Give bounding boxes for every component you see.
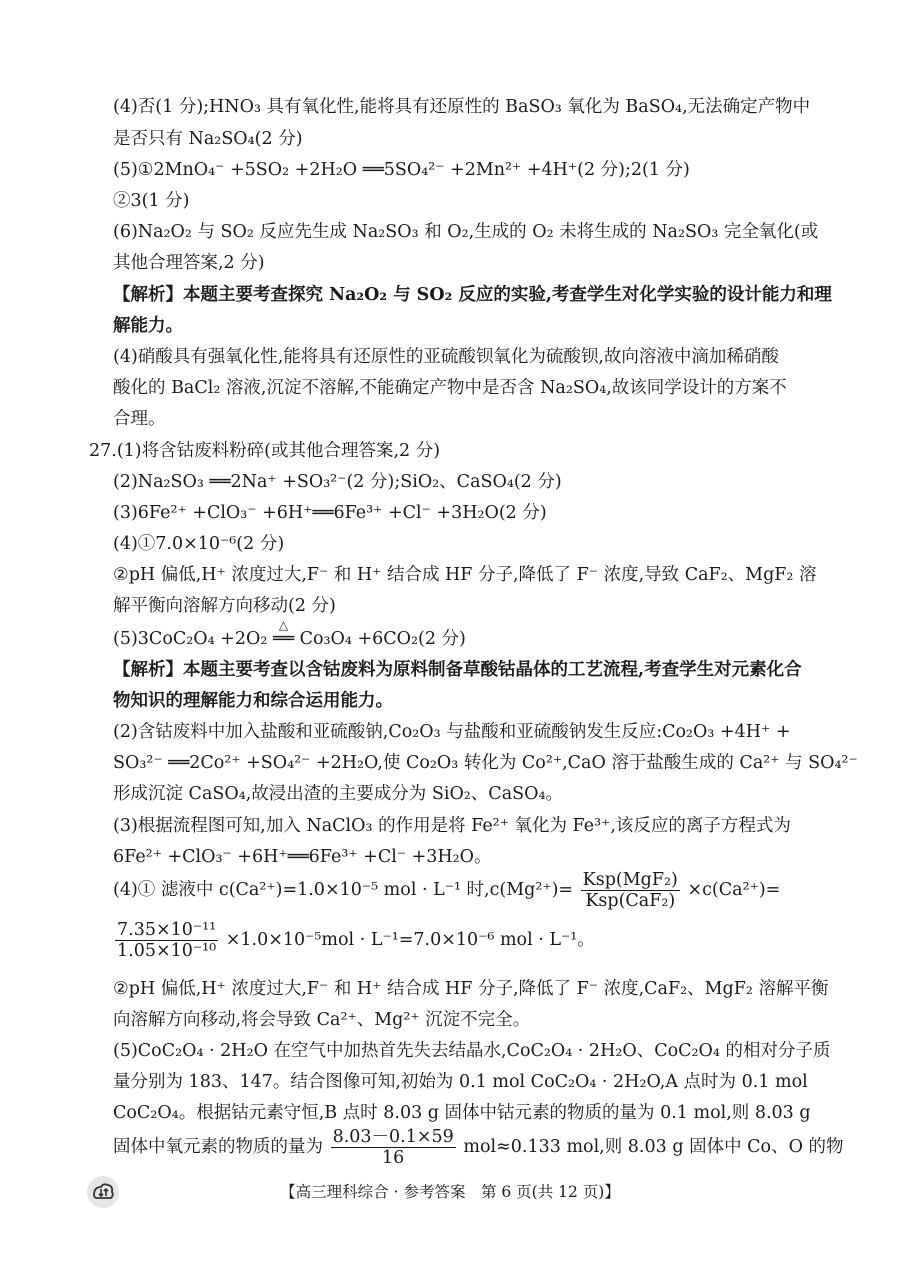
text-line: CoC₂O₄。根据钴元素守恒,B 点时 8.03 g 固体中钴元素的物质的量为 0.1 mol,则 8.03 g	[113, 1103, 811, 1123]
formula-line	[113, 870, 780, 911]
formula-line	[113, 1127, 844, 1168]
ksp-fraction	[581, 870, 680, 911]
analysis-heading: 【解析】本题主要考查以含钴废料为原料制备草酸钴晶体的工艺流程,考查学生对元素化合	[113, 660, 802, 680]
text-line: ②pH 偏低,H⁺ 浓度过大,F⁻ 和 H⁺ 结合成 HF 分子,降低了 F⁻ 浓度,导致 CaF₂、MgF₂ 溶	[113, 565, 817, 585]
formula-text: ×1.0×10⁻⁵mol · L⁻¹=7.0×10⁻⁶ mol · L⁻¹。	[225, 930, 595, 950]
fraction-numerator: 7.35×10⁻¹¹	[117, 920, 217, 940]
text-line: (3)6Fe²⁺ +ClO₃⁻ +6H⁺══6Fe³⁺ +Cl⁻ +3H₂O(2 分)	[113, 503, 547, 523]
text-line: (5)①2MnO₄⁻ +5SO₂ +2H₂O ══5SO₄²⁻ +2Mn²⁺ +4H⁺(2 分);2(1 分)	[113, 160, 690, 180]
fraction-numerator: 8.03－0.1×59	[332, 1127, 454, 1147]
text-line: 解平衡向溶解方向移动(2 分)	[113, 596, 336, 616]
text-line: 向溶解方向移动,将会导致 Ca²⁺、Mg²⁺ 沉淀不完全。	[113, 1010, 531, 1030]
text-line: 量分别为 183、147。结合图像可知,初始为 0.1 mol CoC₂O₄ · 2H₂O,A 点时为 0.1 mol	[113, 1072, 808, 1092]
text-line: 物知识的理解能力和综合运用能力。	[113, 691, 393, 711]
heat-symbol: △	[278, 618, 289, 632]
equation-line	[113, 618, 466, 650]
text-line: (3)根据流程图可知,加入 NaClO₃ 的作用是将 Fe²⁺ 氧化为 Fe³⁺,该反应的离子方程式为	[113, 816, 791, 836]
text-line: (4)①7.0×10⁻⁶(2 分)	[113, 534, 285, 554]
text-line: 合理。	[113, 409, 166, 429]
text-line: (5)CoC₂O₄ · 2H₂O 在空气中加热首先失去结晶水,CoC₂O₄ · 2H₂O、CoC₂O₄ 的相对分子质	[113, 1041, 831, 1061]
equation-right: Co₃O₄ +6CO₂(2 分)	[299, 629, 466, 649]
text-line: ②pH 偏低,H⁺ 浓度过大,F⁻ 和 H⁺ 结合成 HF 分子,降低了 F⁻ 浓度,CaF₂、MgF₂ 溶解平衡	[113, 979, 829, 999]
text-line: 解能力。	[113, 316, 183, 336]
equation-left: (5)3CoC₂O₄ +2O₂	[113, 629, 268, 649]
text-line: 6Fe²⁺ +ClO₃⁻ +6H⁺══6Fe³⁺ +Cl⁻ +3H₂O。	[113, 847, 492, 867]
page-footer: 【高三理科综合 · 参考答案 第 6 页(共 12 页)】	[280, 1183, 620, 1201]
fraction-numerator: Ksp(MgF₂)	[582, 870, 678, 890]
question-27-start: 27.(1)将含钴废料粉碎(或其他合理答案,2 分)	[89, 441, 441, 461]
text-line: 其他合理答案,2 分)	[113, 253, 265, 273]
value-fraction	[115, 920, 218, 961]
text-line: 是否只有 Na₂SO₄(2 分)	[113, 129, 303, 149]
fraction-denominator: 1.05×10⁻¹⁰	[117, 941, 217, 961]
formula-line	[113, 920, 595, 961]
fraction-denominator: Ksp(CaF₂)	[585, 891, 676, 911]
text-line: 酸化的 BaCl₂ 溶液,沉淀不溶解,不能确定产物中是否含 Na₂SO₄,故该同学设计的方案不	[113, 378, 787, 398]
text-line: (4)硝酸具有强氧化性,能将具有还原性的亚硫酸钡氧化为硫酸钡,故向溶液中滴加稀硝酸	[113, 347, 779, 367]
text-line: (6)Na₂O₂ 与 SO₂ 反应先生成 Na₂SO₃ 和 O₂,生成的 O₂ 未将生成的 Na₂SO₃ 完全氧化(或	[113, 222, 819, 242]
text-line: ②3(1 分)	[113, 191, 190, 211]
heat-arrow	[272, 618, 294, 650]
formula-text: 固体中氧元素的物质的量为	[113, 1137, 323, 1157]
text-line: (2)含钴废料中加入盐酸和亚硫酸钠,Co₂O₃ 与盐酸和亚硫酸钠发生反应:Co₂O₃ +4H⁺ +	[113, 722, 791, 742]
oxygen-fraction	[331, 1127, 456, 1168]
text-line: SO₃²⁻ ══2Co²⁺ +SO₄²⁻ +2H₂O,使 Co₂O₃ 转化为 Co²⁺,CaO 溶于盐酸生成的 Ca²⁺ 与 SO₄²⁻	[113, 753, 858, 773]
equals-sign: ══	[272, 629, 294, 649]
formula-text: ×c(Ca²⁺)=	[687, 880, 781, 900]
text-line: (4)否(1 分);HNO₃ 具有氧化性,能将具有还原性的 BaSO₃ 氧化为 BaSO₄,无法确定产物中	[113, 97, 811, 117]
analysis-heading: 【解析】本题主要考查探究 Na₂O₂ 与 SO₂ 反应的实验,考查学生对化学实验的设计能力和理	[113, 285, 832, 305]
fraction-denominator: 16	[382, 1148, 405, 1168]
text-line: 形成沉淀 CaSO₄,故浸出渣的主要成分为 SiO₂、CaSO₄。	[113, 784, 563, 804]
formula-text: (4)① 滤液中 c(Ca²⁺)=1.0×10⁻⁵ mol · L⁻¹ 时,c(Mg²⁺)=	[113, 880, 574, 900]
formula-text: mol≈0.133 mol,则 8.03 g 固体中 Co、O 的物	[463, 1137, 844, 1157]
text-line: (2)Na₂SO₃ ══2Na⁺ +SO₃²⁻(2 分);SiO₂、CaSO₄(2 分)	[113, 472, 562, 492]
